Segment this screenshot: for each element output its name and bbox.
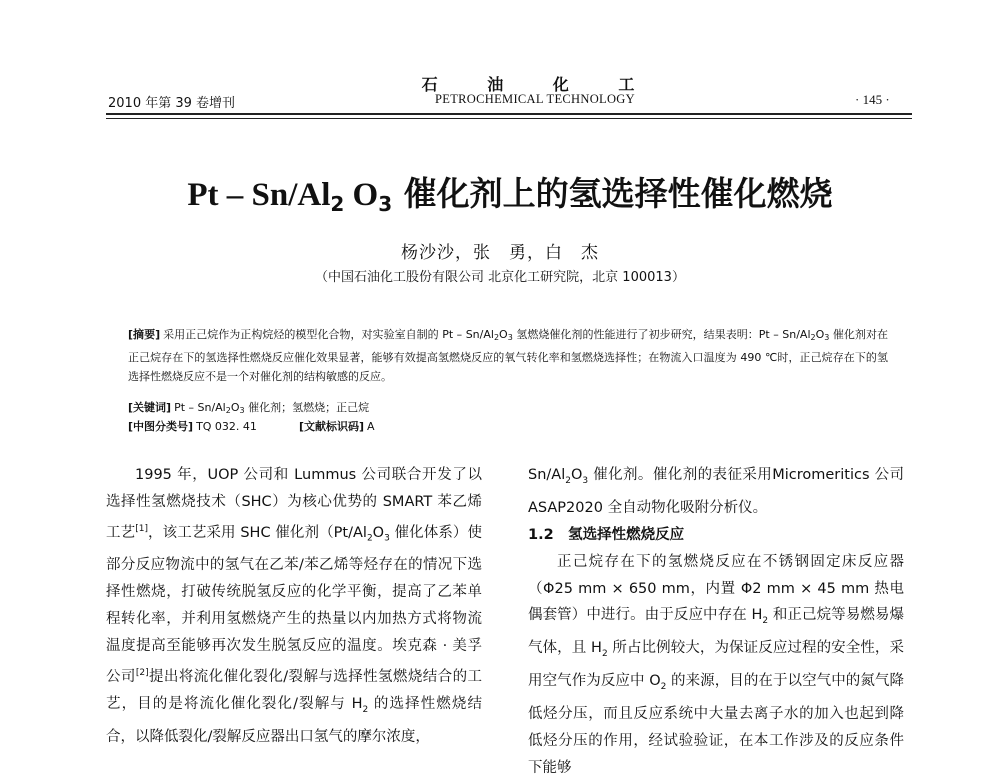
abstract-sub-4: 3 <box>824 333 830 342</box>
classification <box>128 418 888 434</box>
article-title <box>90 168 930 216</box>
abstract-label: [摘要] <box>128 328 161 341</box>
affiliation: （中国石油化工股份有限公司 北京化工研究院，北京 100013） <box>315 270 685 285</box>
title-sub1: 2 <box>330 192 345 216</box>
section-heading: 1.2 氢选择性燃烧反应 <box>528 526 685 543</box>
body-right-p1-sub-1: 2 <box>565 475 571 486</box>
abstract <box>128 325 888 387</box>
citation-2: [2] <box>135 668 149 679</box>
header-rule-thick <box>106 113 912 115</box>
abstract-text-2: O <box>499 328 508 341</box>
body-right-p2-text-3: 所占比例较大，为保证反应过程的安全性，采用空气作为反应中 O <box>528 640 905 690</box>
body-left-text-6: 的选择性燃烧结合，以降低裂化/裂解反应器出口氢气的摩尔浓度， <box>106 695 482 745</box>
body-right-p1-text-1: Sn/Al <box>528 467 566 483</box>
body-left-text-3: O <box>372 524 385 541</box>
body-paragraph-2 <box>528 549 904 782</box>
body-left-text-4: 催化体系）使部分反应物流中的氢气在乙苯/苯乙烯等烃存在的情况下选择性燃烧，打破传统脱氢反应的化学平衡，提高了乙苯单程转化率，并利用氢燃烧产生的热量以内加热方式将物流温度提高至能够再次发生脱氢反应的温度。埃克森 · 美孚公司 <box>106 524 483 685</box>
title-part2: O <box>344 177 379 213</box>
body-left-sub-1: 2 <box>366 533 373 544</box>
abstract-text-3: 氢燃烧催化剂的性能进行了初步研究，结果表明：Pt – Sn/Al <box>512 328 811 341</box>
body-right-p1-sub-2: 3 <box>582 475 589 486</box>
body-paragraph-continued <box>528 462 904 522</box>
body-left-text-2: ，该工艺采用 SHC 催化剂（Pt/Al <box>147 524 367 541</box>
body-paragraph <box>106 462 482 751</box>
body-right-p2-text-1: 正己烷存在下的氢燃烧反应在不锈钢固定床反应器（Φ25 mm × 650 mm，内置 Φ2 mm × 45 mm 热电偶套管）中进行。由于反应中存在 H <box>528 553 904 624</box>
keywords-label: [关键词] <box>128 401 172 414</box>
page-number: · 145 · <box>855 92 890 107</box>
body-right-p2-text-2: 和正己烷等易燃易爆气体，且 H <box>528 607 905 657</box>
body-right-p1-text-3: 催化剂。催化剂的表征采用Micromeritics 公司 ASAP2020 全自动物化吸附分析仪。 <box>528 467 904 516</box>
body-left-text-5: 提出将流化催化裂化/裂解与选择性氢燃烧结合的工艺，目的是将流化催化裂化/裂解与 H <box>106 668 483 712</box>
keywords-sub-1: 2 <box>225 406 231 415</box>
issue-info: 2010 年第 39 卷增刊 <box>108 96 236 111</box>
abstract-sub-2: 3 <box>507 333 513 342</box>
keywords <box>128 399 888 415</box>
authors: 杨沙沙，张 勇，白 杰 <box>401 243 599 263</box>
keywords-sub-2: 3 <box>239 406 245 415</box>
abstract-text-5: 催化剂对在正己烷存在下的氢选择性燃烧反应催化效果显著，能够有效提高氢燃烧反应的氧气转化率和氢燃烧选择性；在物流入口温度为 490 ℃时，正己烷存在下的氢选择性燃烧反应不是一个对催化剂的结构敏感的反应。 <box>128 328 888 383</box>
keywords-text-3: 催化剂；氢燃烧；正己烷 <box>244 401 370 414</box>
clc-value: TQ 032. 41 <box>196 420 257 433</box>
keywords-text-1: Pt – Sn/Al <box>174 401 226 414</box>
header-rule-thin <box>106 118 912 119</box>
body-right-p1-text-2: O <box>570 467 583 483</box>
doc-code-label: [文献标识码] <box>298 420 364 433</box>
abstract-sub-3: 2 <box>810 333 816 342</box>
body-left-sub-3: 2 <box>362 704 369 715</box>
body-right-p2-text-4: 的来源，目的在于以空气中的氮气降低烃分压，而且反应系统中大量去离子水的加入也起到降低烃分压的作用，经试验验证，在本工作涉及的反应条件下能够 <box>528 673 904 776</box>
title-sub2: 3 <box>378 192 393 216</box>
journal-name-en: PETROCHEMICAL TECHNOLOGY <box>435 92 635 106</box>
abstract-text-4: O <box>815 328 825 341</box>
body-left-sub-2: 3 <box>384 533 390 544</box>
body-left-text-1: 1995 年，UOP 公司和 Lummus 公司联合开发了以选择性氢燃烧技术（SHC）为核心优势的 SMART 苯乙烯工艺 <box>106 467 482 541</box>
body-right-p2-sub-2: 2 <box>601 649 608 660</box>
abstract-text-1: 采用正己烷作为正构烷烃的模型化合物，对实验室自制的 Pt – Sn/Al <box>163 328 494 341</box>
clc-label: [中图分类号] <box>128 420 194 433</box>
body-column-right <box>528 462 904 782</box>
abstract-sub-1: 2 <box>493 333 500 342</box>
journal-name-cn: 石 油 化 工 <box>421 75 657 94</box>
body-right-p2-sub-3: 2 <box>660 681 667 692</box>
body-column-left <box>106 462 482 751</box>
keywords-text-2: O <box>230 401 240 414</box>
title-part1: Pt – Sn/Al <box>187 177 331 213</box>
citation-1: [1] <box>135 523 148 534</box>
doc-code-value: A <box>367 420 375 433</box>
body-right-p2-sub-1: 2 <box>762 616 769 627</box>
title-part3: 催化剂上的氢选择性催化燃烧 <box>392 174 833 213</box>
